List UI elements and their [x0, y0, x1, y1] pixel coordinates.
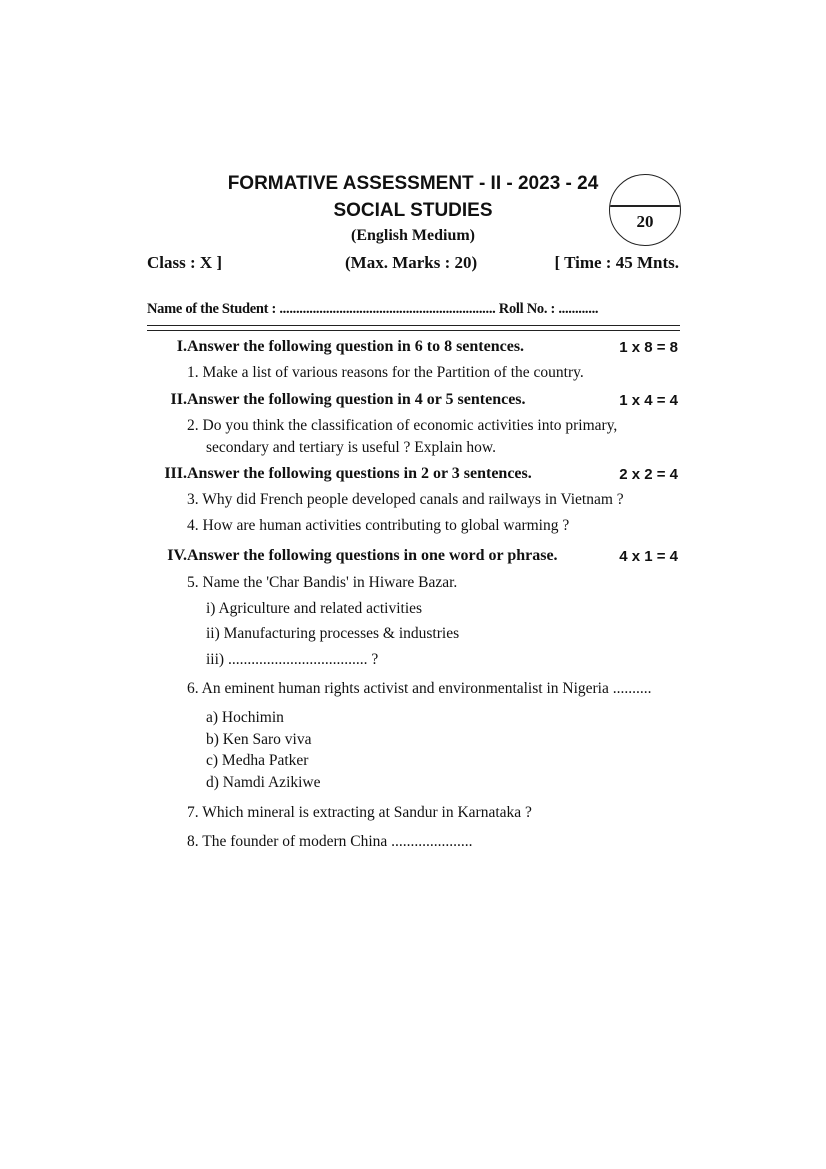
section-number: IV.: [167, 547, 187, 564]
list-item: ii) Manufacturing processes & industries: [206, 625, 460, 642]
subject-title: SOCIAL STUDIES: [333, 200, 493, 221]
question-7: 7. Which mineral is extracting at Sandur in Karnataka ?: [187, 804, 532, 821]
divider: [147, 325, 680, 326]
medium-label: (English Medium): [350, 227, 475, 244]
section-instruction: Answer the following question in 6 to 8 sentences.: [187, 338, 525, 355]
score-circle: [609, 174, 681, 246]
exam-title: FORMATIVE ASSESSMENT - II - 2023 - 24: [227, 173, 599, 194]
section-marks: 4 x 1 = 4: [619, 548, 678, 565]
class-label: Class : X ]: [147, 253, 223, 272]
question-1: 1. Make a list of various reasons for the Partition of the country.: [187, 364, 584, 381]
question-6: 6. An eminent human rights activist and environmentalist in Nigeria ..........: [187, 680, 652, 697]
section-instruction: Answer the following questions in 2 or 3 sentences.: [187, 465, 532, 482]
option: b) Ken Saro viva: [206, 731, 312, 748]
section-marks: 1 x 4 = 4: [619, 392, 678, 409]
section-instruction: Answer the following question in 4 or 5 sentences.: [187, 391, 526, 408]
score-divider: [610, 205, 680, 207]
question-3: 3. Why did French people developed canals and railways in Vietnam ?: [187, 491, 624, 508]
question-4: 4. How are human activities contributing to global warming ?: [187, 517, 570, 534]
section-number: I.: [176, 338, 187, 355]
question-8: 8. The founder of modern China .....................: [187, 833, 473, 850]
list-item: iii) .................................... ?: [206, 651, 379, 668]
option: c) Medha Patker: [206, 752, 309, 769]
section-number: III.: [164, 465, 187, 482]
option: d) Namdi Azikiwe: [206, 774, 321, 791]
student-name-roll-line: Name of the Student : ................................................................. Roll No. : ............: [147, 301, 599, 317]
time-label: [ Time : 45 Mnts.: [554, 253, 679, 272]
question-2: 2. Do you think the classification of economic activities into primary,: [187, 417, 618, 434]
section-number: II.: [170, 391, 187, 408]
list-item: i) Agriculture and related activities: [206, 600, 423, 617]
max-marks-label: (Max. Marks : 20): [345, 253, 478, 272]
question-2-cont: secondary and tertiary is useful ? Explain how.: [206, 439, 496, 456]
section-instruction: Answer the following questions in one word or phrase.: [187, 547, 558, 564]
section-marks: 1 x 8 = 8: [619, 339, 678, 356]
question-5: 5. Name the 'Char Bandis' in Hiware Bazar.: [187, 574, 458, 591]
score-total: 20: [636, 212, 654, 231]
option: a) Hochimin: [206, 709, 284, 726]
divider: [147, 330, 680, 331]
section-marks: 2 x 2 = 4: [619, 466, 678, 483]
